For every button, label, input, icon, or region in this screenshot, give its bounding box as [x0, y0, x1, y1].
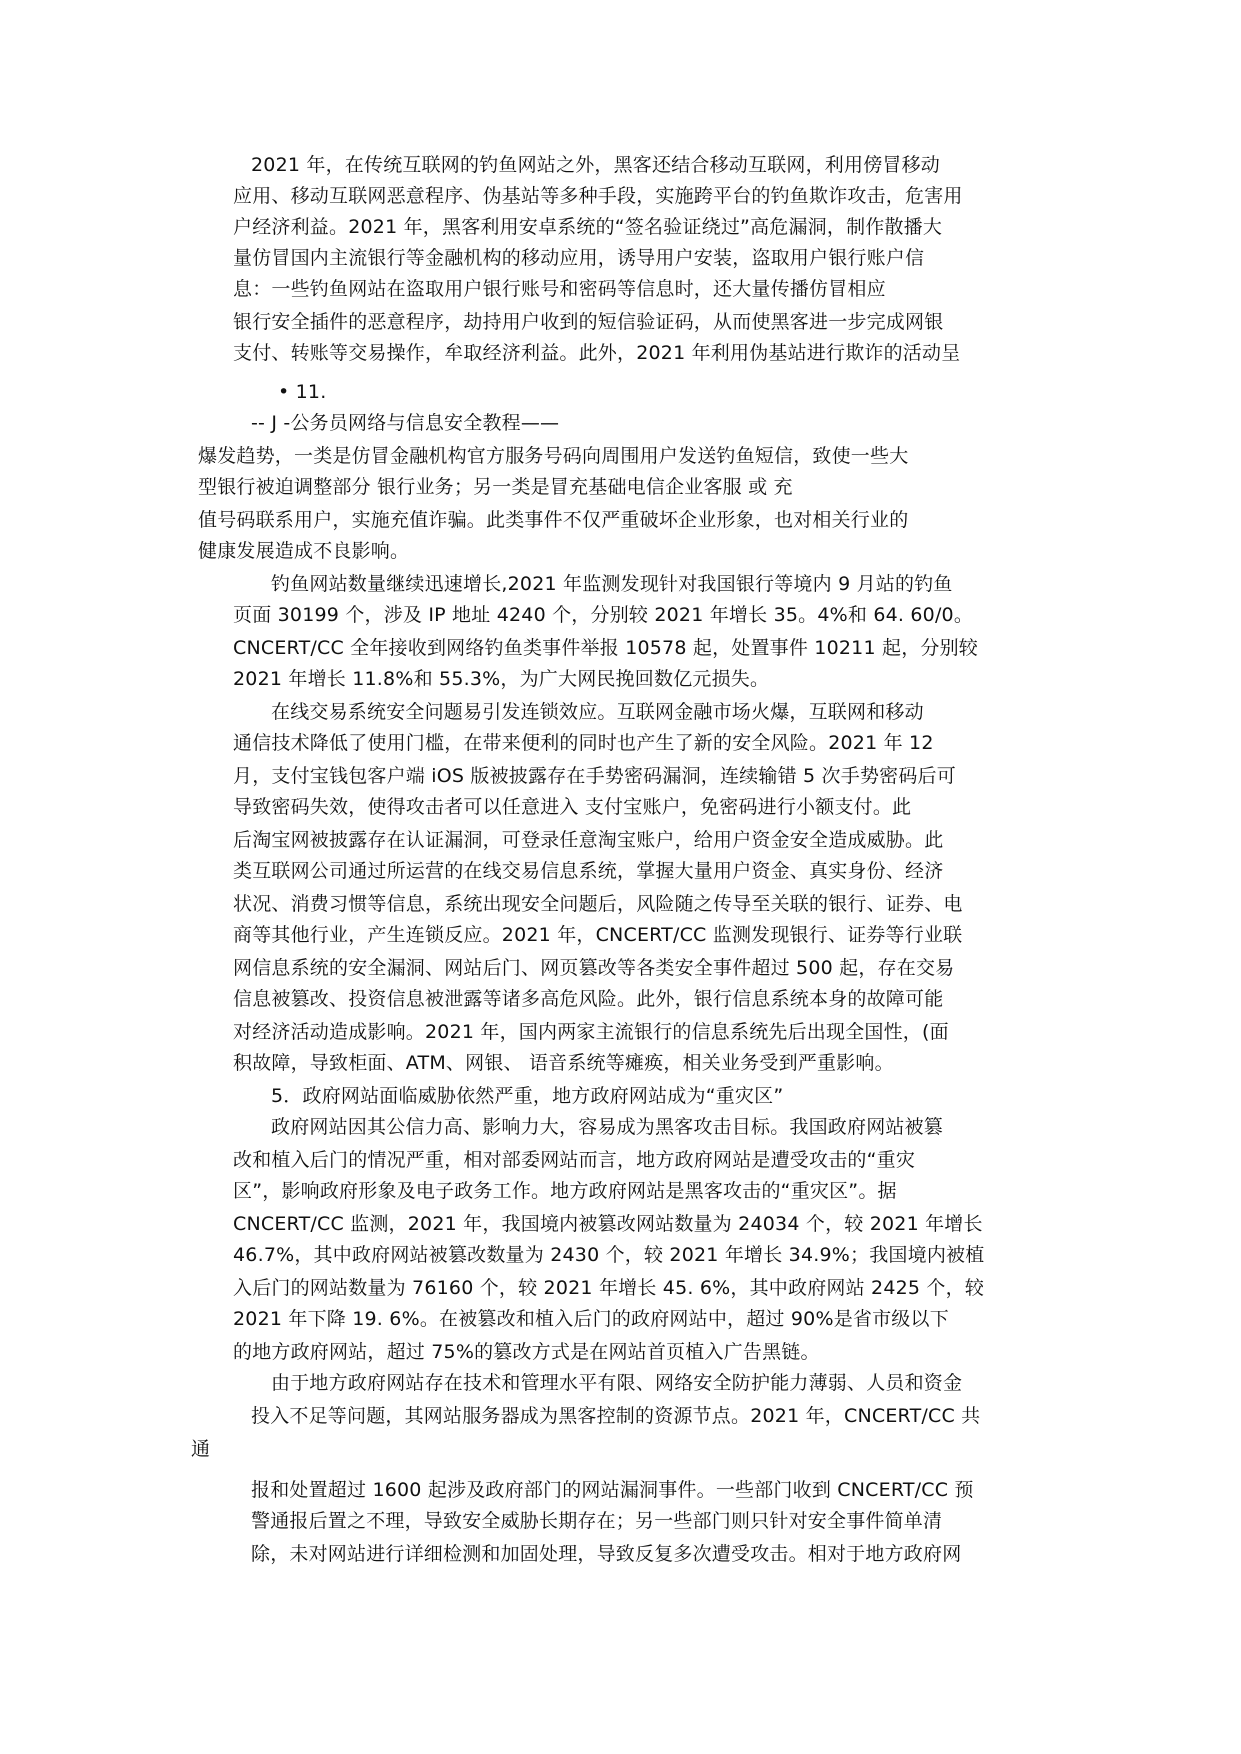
text-line: CNCERT/CC 全年接收到网络钓鱼类事件举报 10578 起，处置事件 10211 起，分别较: [233, 637, 978, 659]
text-line: 支付、转账等交易操作，牟取经济利益。此外，2021 年利用伪基站进行欺诈的活动呈: [233, 342, 961, 364]
text-line: 2021 年下降 19. 6%。在被篡改和植入后门的政府网站中，超过 90%是省市级以下: [233, 1308, 949, 1330]
text-line: 健康发展造成不良影响。: [198, 540, 410, 562]
text-line: 型银行被迫调整部分 银行业务；另一类是冒充基础电信企业客服 或 充: [198, 476, 793, 498]
text-line: 投入不足等问题，其网站服务器成为黑客控制的资源节点。2021 年，CNCERT/CC 共: [251, 1405, 981, 1427]
text-line: 户经济利益。2021 年，黑客利用安卓系统的“签名验证绕过”高危漏洞，制作散播大: [233, 216, 943, 238]
text-line: 积故障，导致柜面、ATM、网银、 语音系统等瘫痪，相关业务受到严重影响。: [233, 1052, 894, 1074]
text-line: 状况、消费习惯等信息，系统出现安全问题后，风险随之传导至关联的银行、证券、电: [233, 893, 963, 915]
text-line: 由于地方政府网站存在技术和管理水平有限、网络安全防护能力薄弱、人员和资金: [271, 1372, 963, 1394]
text-line: 值号码联系用户，实施充值诈骗。此类事件不仅严重破坏企业形象，也对相关行业的: [198, 509, 909, 531]
text-line: 量仿冒国内主流银行等金融机构的移动应用，诱导用户安装，盗取用户银行账户信: [233, 247, 925, 269]
text-line: 月，支付宝钱包客户端 iOS 版被披露存在手势密码漏洞，连续输错 5 次手势密码后可: [233, 765, 956, 787]
text-line: 通信技术降低了使用门槛，在带来便利的同时也产生了新的安全风险。2021 年 12: [233, 732, 934, 754]
section-heading: 5．政府网站面临威胁依然严重，地方政府网站成为“重灾区”: [271, 1085, 784, 1107]
text-line: 对经济活动造成影响。2021 年，国内两家主流银行的信息系统先后出现全国性，(面: [233, 1021, 949, 1043]
text-line: 政府网站因其公信力高、影响力大，容易成为黑客攻击目标。我国政府网站被篡: [271, 1116, 944, 1138]
text-line: 报和处置超过 1600 起涉及政府部门的网站漏洞事件。一些部门收到 CNCERT/CC 预: [251, 1479, 974, 1501]
text-line: 在线交易系统安全问题易引发连锁效应。互联网金融市场火爆，互联网和移动: [271, 701, 924, 723]
text-line: 应用、移动互联网恶意程序、伪基站等多种手段，实施跨平台的钓鱼欺诈攻击，危害用: [233, 185, 963, 207]
running-header: -- J -公务员网络与信息安全教程——: [251, 412, 560, 434]
text-line: 46.7%，其中政府网站被篡改数量为 2430 个，较 2021 年增长 34.9%；我国境内被植: [233, 1244, 985, 1266]
text-line: 2021 年，在传统互联网的钓鱼网站之外，黑客还结合移动互联网，利用傍冒移动: [251, 154, 940, 176]
text-line: 通: [191, 1438, 211, 1460]
text-line: 银行安全插件的恶意程序，劫持用户收到的短信验证码，从而使黑客进一步完成网银: [233, 311, 944, 333]
text-line: 警通报后置之不理，导致安全威胁长期存在；另一些部门则只针对安全事件简单清: [251, 1510, 943, 1532]
text-line: 除，未对网站进行详细检测和加固处理，导致反复多次遭受攻击。相对于地方政府网: [251, 1543, 962, 1565]
text-line: 入后门的网站数量为 76160 个，较 2021 年增长 45. 6%，其中政府网站 2425 个，较: [233, 1277, 985, 1299]
text-line: 2021 年增长 11.8%和 55.3%，为广大网民挽回数亿元损失。: [233, 668, 770, 690]
text-line: 网信息系统的安全漏洞、网站后门、网页篡改等各类安全事件超过 500 起，存在交易: [233, 957, 955, 979]
page-number: • 11.: [278, 381, 327, 403]
text-line: CNCERT/CC 监测，2021 年，我国境内被篡改网站数量为 24034 个，较 2021 年增长: [233, 1213, 983, 1235]
text-line: 钓鱼网站数量继续迅速增长,2021 年监测发现针对我国银行等境内 9 月站的钓鱼: [271, 573, 953, 595]
text-line: 导致密码失效，使得攻击者可以任意进入 支付宝账户，免密码进行小额支付。此: [233, 796, 912, 818]
text-line: 区”，影响政府形象及电子政务工作。地方政府网站是黑客攻击的“重灾区”。据: [233, 1180, 897, 1202]
text-line: 的地方政府网站，超过 75%的篡改方式是在网站首页植入广告黑链。: [233, 1341, 820, 1363]
text-line: 改和植入后门的情况严重，相对部委网站而言，地方政府网站是遭受攻击的“重灾: [233, 1149, 916, 1171]
text-line: 页面 30199 个，涉及 IP 地址 4240 个，分别较 2021 年增长 35。4%和 64. 60/0。: [233, 604, 974, 626]
text-line: 后淘宝网被披露存在认证漏洞，可登录任意淘宝账户，给用户资金安全造成威胁。此: [233, 829, 944, 851]
text-line: 息：一些钓鱼网站在盗取用户银行账号和密码等信息时，还大量传播仿冒相应: [233, 278, 886, 300]
text-line: 类互联网公司通过所运营的在线交易信息系统，掌握大量用户资金、真实身份、经济: [233, 860, 944, 882]
text-line: 信息被篡改、投资信息被泄露等诸多高危风险。此外，银行信息系统本身的故障可能: [233, 988, 944, 1010]
text-line: 爆发趋势，一类是仿冒金融机构官方服务号码向周围用户发送钓鱼短信，致使一些大: [198, 445, 909, 467]
text-line: 商等其他行业，产生连锁反应。2021 年，CNCERT/CC 监测发现银行、证券等行业联: [233, 924, 963, 946]
